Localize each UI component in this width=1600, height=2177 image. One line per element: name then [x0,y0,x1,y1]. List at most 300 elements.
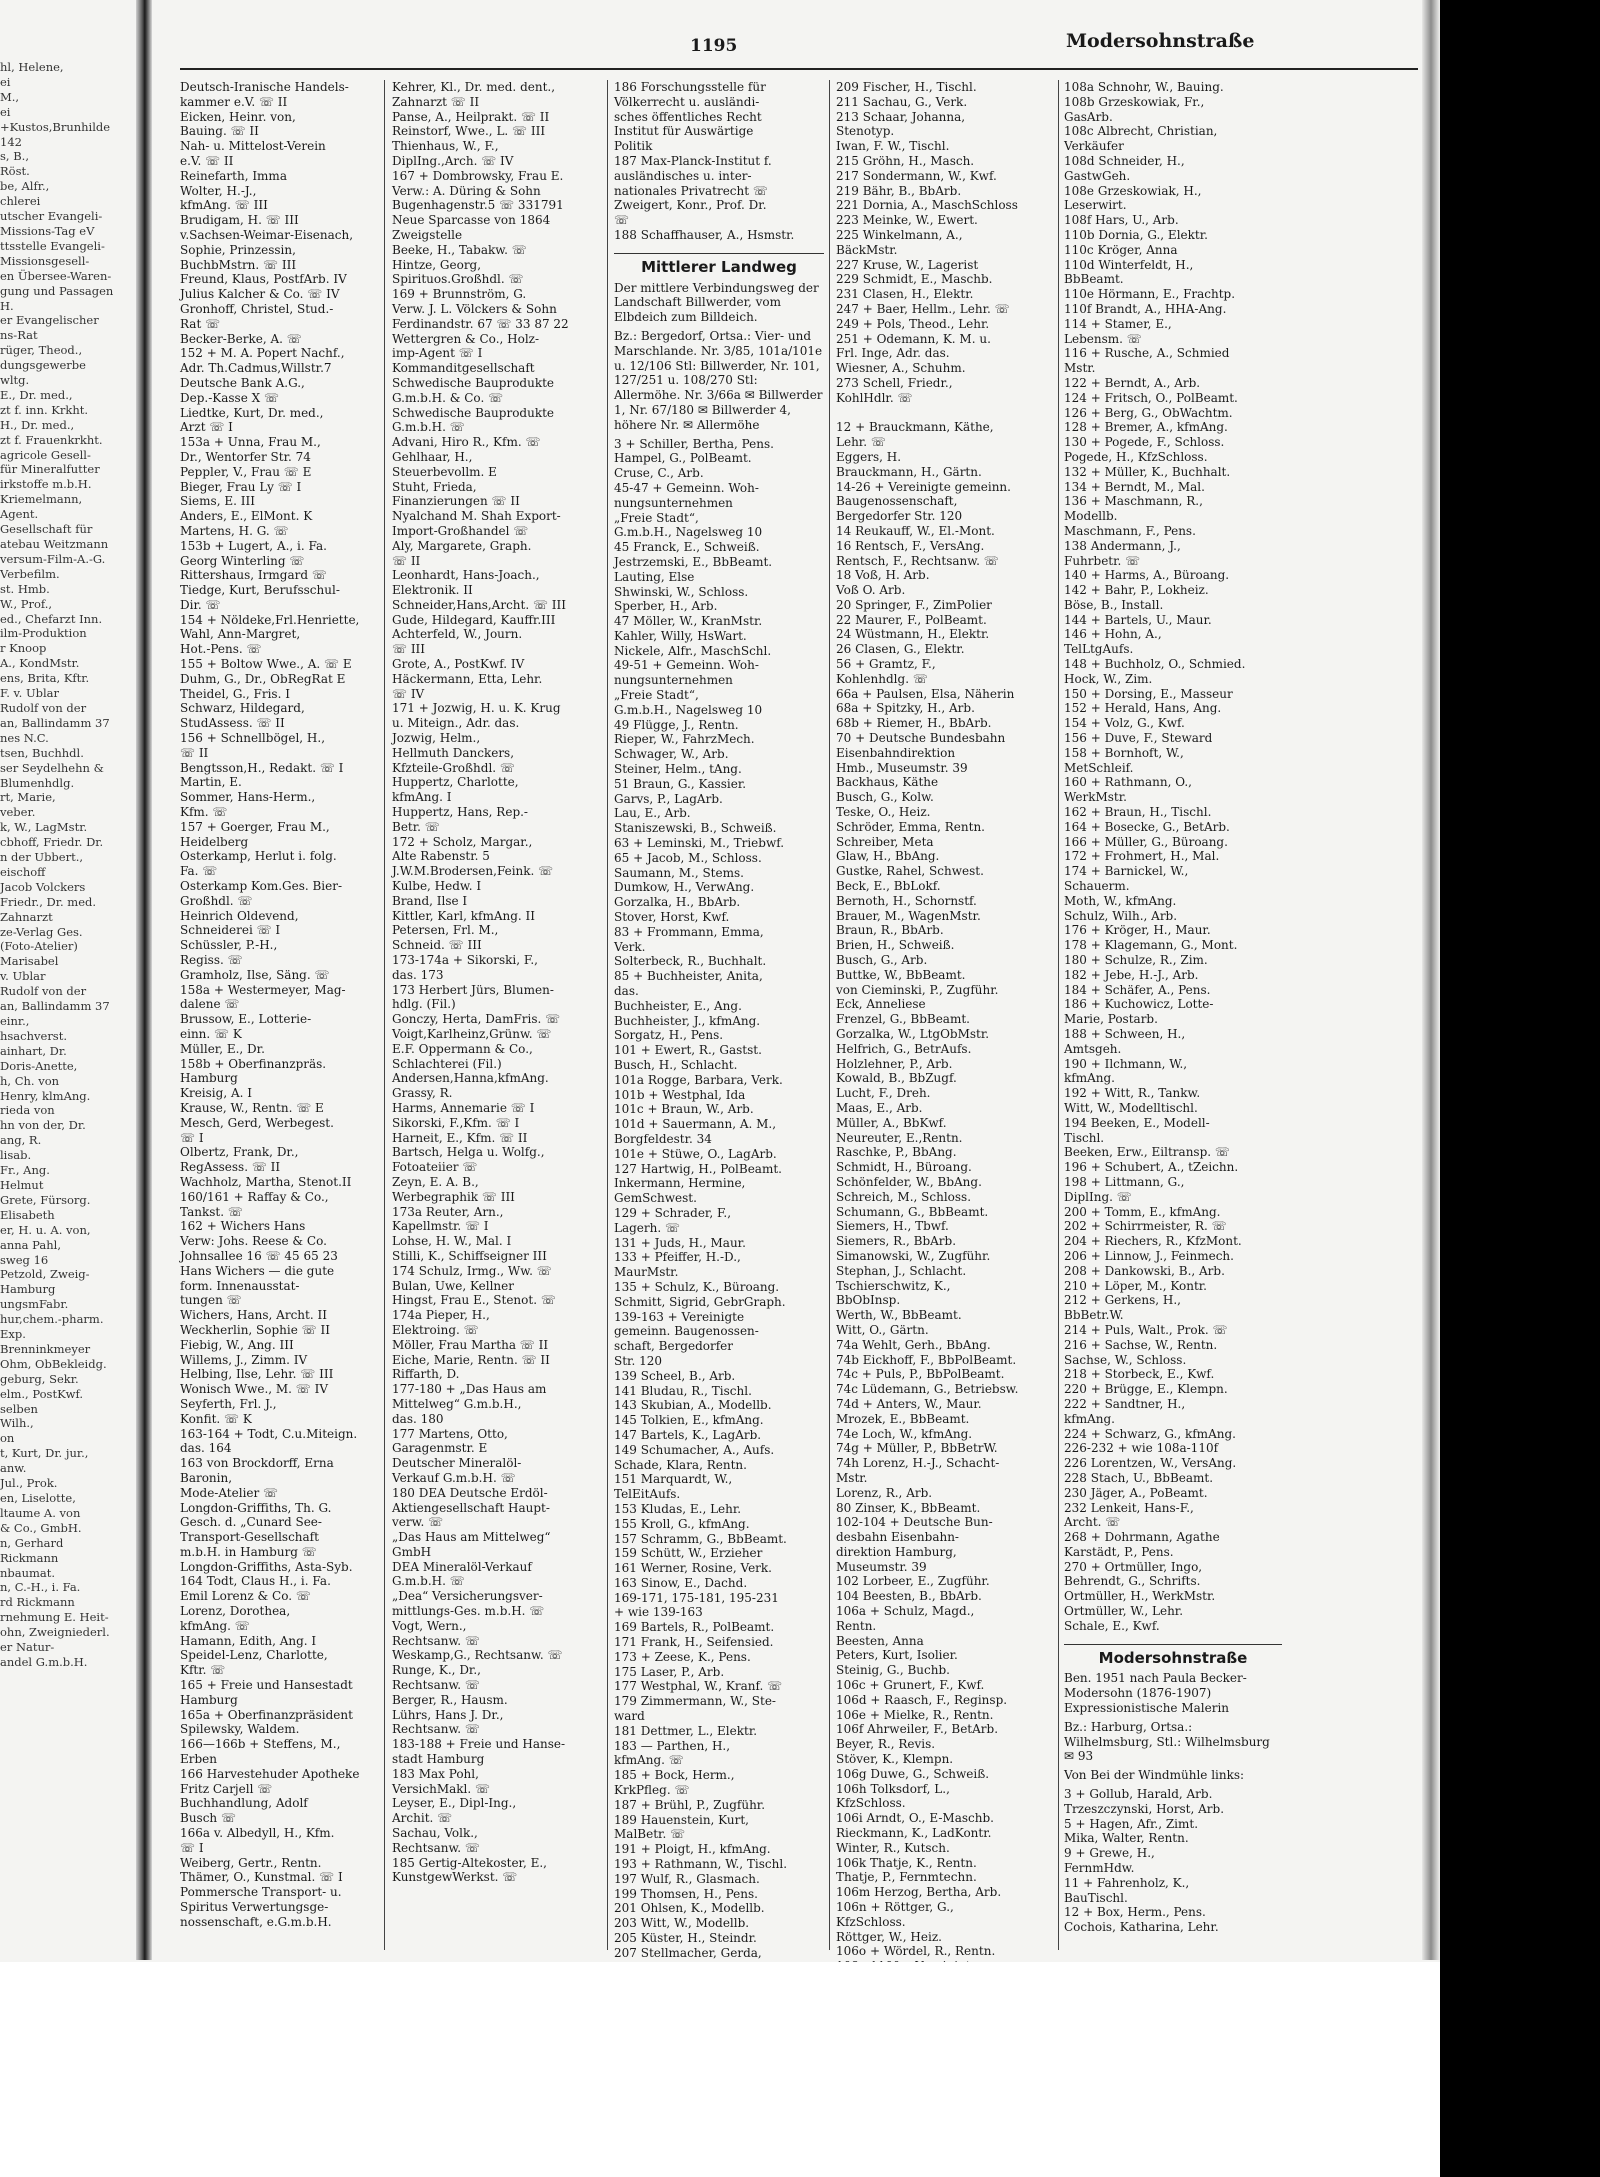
directory-entry: Museumstr. 39 [836,1559,927,1574]
directory-entry: Finanzierungen ☏ II [392,494,520,509]
directory-entry: Schneid. ☏ III [392,938,482,953]
left-page-line: 142 [0,134,22,149]
directory-entry: MalBetr. ☏ [614,1827,686,1842]
directory-entry: 230 Jäger, A., PoBeamt. [1064,1485,1208,1500]
directory-entry: 66a + Paulsen, Elsa, Näherin [836,686,1015,701]
left-page-line: dungsgewerbe [0,358,86,373]
directory-entry: direktion Hamburg, [836,1544,957,1559]
directory-entry: form. Innenausstat- [180,1278,300,1293]
directory-entry: 45 Franck, E., Schweiß. [614,540,760,555]
directory-entry: Frl. Inge, Adr. das. [836,346,950,361]
left-page-line: einr., [0,1014,30,1028]
directory-entry: 231 Clasen, H., Elektr. [836,287,974,302]
directory-entry: Schmidt, H., Büroang. [836,1160,972,1175]
directory-entry: Martin, E. [180,775,242,790]
directory-entry: Betr. ☏ [392,819,440,834]
directory-entry: Hmb., Museumstr. 39 [836,760,968,775]
left-page-line: H. [0,298,14,313]
directory-entry: Schönfelder, W., BbAng. [836,1174,982,1189]
directory-entry: Lucht, F., Dreh. [836,1086,931,1101]
directory-entry: Andersen,Hanna,kfmAng. [392,1071,549,1086]
directory-entry: Kahler, Willy, HsWart. [614,628,747,643]
directory-entry: Pommersche Transport- u. [180,1885,342,1900]
directory-entry: „Freie Stadt“, [614,688,699,703]
left-page-line: n, C.-H., i. Fa. [0,1580,81,1595]
directory-entry: 186 + Kuchowicz, Lotte- [1064,997,1214,1012]
directory-entry: Hamburg [180,1692,238,1707]
directory-entry: Schwarz, Hildegard, [180,701,305,716]
directory-entry: 11 + Fahrenholz, K., [1064,1875,1190,1890]
directory-entry: 110c Kröger, Anna [1064,242,1178,257]
left-page-line: er, H. u. A. von, [0,1222,91,1237]
directory-entry: 186 Forschungsstelle für [614,80,766,94]
column-divider [829,80,830,1950]
left-page-line: ze-Verlag Ges. [0,924,83,939]
directory-entry: Stephan, J., Schlacht. [836,1263,967,1278]
left-page-line: hl, Helene, [0,60,64,74]
directory-entry: Longdon-Griffiths, Asta-Syb. [180,1559,353,1574]
directory-entry: Rentsch, F., Rechtsanw. ☏ [836,553,999,568]
directory-entry: „Dea“ Versicherungsver- [392,1589,543,1604]
directory-entry: Emil Lorenz & Co. ☏ [180,1589,311,1604]
directory-entry: Mode-Atelier ☏ [180,1485,279,1500]
left-page-line: ltaume A. von [0,1505,81,1520]
directory-entry: Anders, E., ElMont. K [180,509,313,524]
directory-entry: 196 + Schubert, A., tZeichn. [1064,1160,1239,1175]
directory-entry: Siemers, R., BbArb. [836,1234,957,1249]
directory-entry: Schumann, G., BbBeamt. [836,1204,989,1219]
directory-entry: das. 173 [392,967,444,982]
directory-entry: 129 + Schrader, F., [614,1205,732,1220]
directory-entry: 106k Thatje, K., Rentn. [836,1855,977,1870]
street-description: Bz.: Harburg, Ortsa.: Wilhelmsburg, Stl.: Wilhelmsburg ✉ 93 [1064,1719,1270,1764]
directory-entry: Petersen, Frl. M., [392,923,499,938]
directory-entry: Gehlhaar, H., [392,449,473,464]
directory-entry: 173-174a + Sikorski, F., [392,953,538,968]
left-page-line: zt f. Frauenkrkht. [0,432,103,447]
directory-entry: 165a + Oberfinanzpräsident [180,1707,353,1722]
directory-entry: 229 Schmidt, E., Maschb. [836,272,993,287]
directory-entry: 26 Clasen, G., Elektr. [836,642,965,657]
directory-entry: Siemers, H., Tbwf. [836,1219,949,1234]
directory-entry: Wolter, H.-J., [180,183,257,198]
directory-entry: 74d + Anters, W., Maur. [836,1396,982,1411]
directory-entry: Shwinski, W., Schloss. [614,584,749,599]
directory-entry: 217 Sondermann, W., Kwf. [836,168,997,183]
directory-entry: 101c + Braun, W., Arb. [614,1102,754,1117]
directory-entry: Jestrzemski, E., BbBeamt. [614,554,773,569]
directory-entry: Rechtsanw. ☏ [392,1633,480,1648]
left-page-line: hsachverst. [0,1028,67,1043]
directory-entry: Georg Winterling ☏ [180,553,305,568]
left-page-line: be, Alfr., [0,179,50,194]
directory-entry: 174 + Barnickel, W., [1064,864,1189,879]
directory-entry: Longdon-Griffiths, Th. G. [180,1500,332,1515]
directory-entry: ☏ I [180,1130,204,1145]
left-page-line: Blumenhdlg. [0,775,75,790]
left-page-line: rd Rickmann [0,1595,75,1610]
directory-entry: Beyer, R., Revis. [836,1737,936,1752]
directory-entry: schaft, Bergedorfer [614,1339,734,1354]
directory-entry: Mstr. [1064,361,1096,376]
directory-entry: 74c + Puls, P., BbPolBeamt. [836,1367,1005,1382]
directory-entry: Trzeszczynski, Horst, Arb. [1064,1801,1225,1816]
directory-entry: 108a Schnohr, W., Bauing. [1064,80,1224,94]
directory-entry: 144 + Bartels, U., Maur. [1064,612,1212,627]
directory-entry: Leserwirt. [1064,198,1127,213]
directory-entry: 164 Todt, Claus H., i. Fa. [180,1574,331,1589]
directory-entry: Zweigert, Konr., Prof. Dr. [614,198,767,213]
left-page-line: Zahnarzt [0,909,53,924]
directory-entry: Kapellmstr. ☏ I [392,1219,489,1234]
directory-entry: Liedtke, Kurt, Dr. med., [180,405,324,420]
left-page-line: A., KondMstr. [0,656,80,671]
directory-entry: 108c Albrecht, Christian, [1064,124,1218,139]
left-page-line: Ohm, ObBekleidg. [0,1356,107,1371]
scan-border [1440,0,1600,2177]
directory-entry: 190 + Ilchmann, W., [1064,1056,1188,1071]
directory-entry: Mstr. [836,1470,868,1485]
column-1 [180,80,378,1955]
directory-entry: Schüssler, P.-H., [180,938,278,953]
directory-entry: Sachau, Volk., [392,1826,478,1841]
directory-entry: 74g + Müller, P., BbBetrW. [836,1441,998,1456]
directory-entry: 102 Lorbeer, E., Zugführ. [836,1574,990,1589]
left-page-line: Missionsgesell- [0,253,90,268]
directory-entry: G.m.b.H. ☏ [392,420,465,435]
directory-entry: Achterfeld, W., Journ. [392,627,523,642]
directory-entry: Grassy, R. [392,1086,453,1101]
directory-entry: Verw. J. L. Völckers & Sohn [392,301,557,316]
directory-entry: 131 + Juds, H., Maur. [614,1235,746,1250]
directory-entry: Dep.-Kasse X ☏ [180,390,279,405]
left-page-line: er Natur- [0,1640,55,1655]
directory-entry: 198 + Littmann, G., [1064,1174,1185,1189]
directory-entry: 225 Winkelmann, A., [836,227,963,242]
left-page-line: an, Ballindamm 37 [0,999,110,1014]
directory-entry: 193 + Rathmann, W., Tischl. [614,1857,788,1872]
directory-entry: Martens, H. G. ☏ [180,523,289,538]
directory-entry: Hans Wichers — die gute [180,1263,335,1278]
left-page-line: & Co., GmbH. [0,1520,82,1535]
directory-entry: Backhaus, Käthe [836,775,939,790]
directory-entry: 85 + Buchheister, Anita, [614,969,763,984]
directory-entry: Saumann, M., Stems. [614,865,744,880]
left-page-line: sweg 16 [0,1252,49,1267]
directory-entry: 20 Springer, F., ZimPolier [836,597,992,612]
directory-entry: Staniszewski, B., Schweiß. [614,821,777,836]
directory-entry: Archit. ☏ [392,1811,453,1826]
directory-entry: Hintze, Georg, [392,257,482,272]
directory-entry: 106i Arndt, O., E-Maschb. [836,1811,994,1826]
directory-entry: Heinrich Oldevend, [180,908,299,923]
directory-entry: Schulz, Wilh., Arb. [1064,908,1178,923]
directory-entry: Gustke, Rahel, Schwest. [836,864,984,879]
directory-entry: Jozwig, Helm., [392,731,481,746]
directory-entry: 101b + Westphal, Ida [614,1087,746,1102]
directory-entry: Eicken, Heinr. von, [180,109,296,124]
directory-entry: Adr. Th.Cadmus,Willstr.7 [180,361,332,376]
directory-entry: Busch, G., Kolw. [836,790,934,805]
directory-entry: 223 Meinke, W., Ewert. [836,213,978,228]
directory-entry: Glaw, H., BbAng. [836,849,940,864]
left-page-line: zt f. inn. Krkht. [0,402,89,417]
left-page-line: Hamburg [0,1282,56,1297]
directory-entry: Beck, E., BbLokf. [836,879,941,894]
left-page-line: Wilh., [0,1416,34,1431]
left-page-line: Fr., Ang. [0,1163,50,1178]
directory-entry: Schmitt, Sigrid, GebrGraph. [614,1294,786,1309]
directory-entry: Wachholz, Martha, Stenot.II [180,1174,352,1189]
directory-entry: 183-188 + Freie und Hanse- [392,1737,566,1752]
directory-entry: 140 + Harms, A., Büroang. [1064,568,1230,583]
directory-entry: Spirituos.Großhdl. ☏ [392,272,524,287]
directory-entry: 153b + Lugert, A., i. Fa. [180,538,327,553]
directory-entry: Buchheister, E., Ang. [614,998,742,1013]
directory-entry: 188 + Schween, H., [1064,1027,1186,1041]
directory-entry: Becker-Berke, A. ☏ [180,331,302,346]
left-page-line: Rudolf von der [0,700,87,715]
directory-entry: Pogede, H., KfzSchloss. [1064,449,1208,464]
directory-entry: Ortmüller, H., WerkMstr. [1064,1589,1216,1604]
directory-entry: Fuhrbetr. ☏ [1064,553,1141,568]
left-page-line: selben [0,1401,38,1416]
directory-entry: 155 Kroll, G., kfmAng. [614,1516,750,1531]
directory-entry: Thatje, P., Fernmtechn. [836,1870,977,1885]
directory-entry: 211 Sachau, G., Verk. [836,94,968,109]
directory-entry: 106o + Wördel, R., Rentn. [836,1944,996,1959]
directory-entry: Müller, A., BbKwf. [836,1115,947,1130]
directory-entry: 152 + M. A. Popert Nachf., [180,346,345,361]
directory-entry: 156 + Duve, F., Steward [1064,731,1213,746]
directory-entry: 68a + Spitzky, H., Arb. [836,701,975,716]
left-page-fragment [0,60,136,1950]
directory-entry: Spiritus Verwertungsge- [180,1900,329,1915]
directory-entry: BäckMstr. [836,242,898,257]
directory-entry: 173 Herbert Jürs, Blumen- [392,982,554,997]
page-number: 1195 [690,36,738,56]
directory-entry: tungen ☏ [180,1293,242,1308]
directory-entry: Johnsallee 16 ☏ 45 65 23 [180,1248,338,1263]
directory-entry: Schröder, Emma, Rentn. [836,819,985,834]
directory-entry: Häckermann, Etta, Lehr. [392,671,543,686]
directory-entry: Eiche, Marie, Rentn. ☏ II [392,1352,550,1367]
directory-entry: 127 Hartwig, H., PolBeamt. [614,1161,782,1176]
directory-entry: 157 Schramm, G., BbBeamt. [614,1531,787,1546]
directory-entry: Import-Großhandel ☏ [392,523,529,538]
directory-entry: 218 + Storbeck, E., Kwf. [1064,1367,1215,1382]
directory-entry: Beeke, H., Tabakw. ☏ [392,242,527,257]
directory-entry: 106c + Grunert, F., Kwf. [836,1678,985,1693]
left-page-line: chlerei [0,194,41,209]
directory-entry: + wie 139-163 [614,1605,703,1620]
directory-entry: kfmAng. ☏ [180,1618,250,1633]
directory-entry: 106h Tolksdorf, L., [836,1781,950,1796]
directory-entry: 101 + Ewert, R., Gastst. [614,1043,762,1058]
directory-entry: 157 + Goerger, Frau M., [180,819,330,834]
directory-entry: Völkerrecht u. ausländi- [614,94,760,109]
directory-entry: 219 Bähr, B., BbArb. [836,183,962,198]
left-page-line: Röst. [0,164,30,179]
directory-entry: 251 + Odemann, K. M. u. [836,331,991,346]
directory-entry: BauTischl. [1064,1890,1128,1905]
directory-entry: 83 + Frommann, Emma, [614,924,764,939]
directory-entry: Theidel, G., Fris. I [180,686,290,701]
directory-entry: Lagerh. ☏ [614,1220,681,1235]
directory-entry: Verw: Johs. Reese & Co. [180,1234,327,1249]
directory-entry: 142 + Bahr, P., Lokheiz. [1064,583,1209,598]
directory-entry: Siems, E. III [180,494,255,509]
directory-entry: 152 + Herald, Hans, Ang. [1064,701,1222,716]
directory-entry: 74a Wehlt, Gerh., BbAng. [836,1337,991,1352]
directory-entry: nationales Privatrecht ☏ [614,183,768,198]
directory-entry: 166 Harvestehuder Apotheke [180,1766,360,1781]
directory-entry: kammer e.V. ☏ II [180,94,288,109]
directory-entry: Steiner, Helm., tAng. [614,762,742,777]
directory-entry: Schauerm. [1064,879,1130,894]
directory-entry: Peters, Kurt, Isolier. [836,1648,958,1663]
directory-entry: Bauing. ☏ II [180,124,259,139]
left-page-line: ttsstelle Evangeli- [0,238,105,253]
directory-entry: 232 Lenkeit, Hans-F., [1064,1500,1194,1515]
directory-entry: kfmAng. ☏ [614,1753,684,1768]
directory-entry: Schwedische Bauprodukte [392,405,555,420]
directory-entry: 101a Rogge, Barbara, Verk. [614,1072,783,1087]
directory-entry: 110d Winterfeldt, H., [1064,257,1194,272]
book-gutter [136,0,152,1960]
directory-entry: Müller, E., Dr. [180,1041,265,1056]
directory-entry: 106n + Röttger, G., [836,1900,954,1915]
directory-entry: ☏ [614,213,630,228]
directory-entry: Leyser, E., Dipl-Ing., [392,1796,517,1811]
directory-entry: Kohlenhdlg. ☏ [836,671,928,686]
directory-entry: G.m.b.H., Nagelsweg 10 [614,702,763,717]
directory-entry: Simanowski, W., Zugführ. [836,1248,991,1263]
directory-entry: 47 Möller, W., KranMstr. [614,614,763,629]
directory-entry: Ortmüller, W., Lehr. [1064,1604,1184,1619]
left-page-line: on [0,1431,15,1446]
directory-entry: Bieger, Frau Ly ☏ I [180,479,302,494]
directory-entry: e.V. ☏ II [180,153,234,168]
directory-entry: 201 Ohlsen, K., Modellb. [614,1901,765,1916]
directory-entry: Rittershaus, Irmgard ☏ [180,568,327,583]
directory-entry: Eck, Anneliese [836,997,926,1012]
directory-entry: dalene ☏ [180,997,240,1012]
directory-entry: 158 + Bornhoft, W., [1064,745,1184,760]
directory-entry: 169-171, 175-181, 195-231 [614,1590,779,1605]
directory-entry: 70 + Deutsche Bundesbahn [836,731,1006,746]
directory-entry: 185 + Bock, Herm., [614,1768,735,1783]
directory-entry: KrkPfleg. ☏ [614,1783,690,1798]
directory-entry: 199 Thomsen, H., Pens. [614,1886,758,1901]
directory-entry: Heidelberg [180,834,249,849]
directory-entry: Speidel-Lenz, Charlotte, [180,1648,328,1663]
directory-entry: 151 Marquardt, W., [614,1472,733,1487]
directory-entry: Schneider,Hans,Archt. ☏ III [392,597,567,612]
directory-entry: 147 Bartels, K., LagArb. [614,1427,762,1442]
directory-entry: BbBetr.W. [1064,1308,1124,1323]
directory-entry: 214 + Puls, Walt., Prok. ☏ [1064,1322,1228,1337]
directory-entry: 189 Hauenstein, Kurt, [614,1812,749,1827]
directory-entry: Gesch. d. „Cunard See- [180,1515,322,1530]
directory-entry: GemSchwest. [614,1191,697,1206]
directory-entry: Archt. ☏ [1064,1515,1121,1530]
left-page-line: Rudolf von der [0,984,87,999]
directory-entry: 74e Loch, W., kfmAng. [836,1426,973,1441]
left-page-line: irkstoffe m.b.H. [0,477,92,492]
directory-entry: Mika, Walter, Rentn. [1064,1831,1189,1846]
directory-entry: GmbH [392,1544,432,1559]
left-page-line: ungsmFabr. [0,1297,69,1312]
directory-entry: Freund, Klaus, PostfArb. IV [180,272,347,287]
directory-entry: Weiberg, Gertr., Rentn. [180,1855,322,1870]
left-page-line: Missions-Tag eV [0,223,95,238]
left-page-line: Henry, klmAng. [0,1088,91,1103]
directory-entry: 139 Scheel, B., Arb. [614,1368,736,1383]
directory-entry: Winter, R., Kutsch. [836,1840,950,1855]
directory-entry: 205 Küster, H., Steindr. [614,1931,757,1946]
column-4 [836,80,1054,1959]
scan-bottom-margin [0,1962,1440,2177]
directory-entry: 166 + Müller, G., Büroang. [1064,834,1228,849]
directory-entry: Solterbeck, R., Buchhalt. [614,954,767,969]
directory-entry: Thienhaus, W., F., [392,139,499,154]
directory-entry: KohlHdlr. ☏ [836,390,913,405]
left-page-line: Rickmann [0,1550,59,1565]
directory-entry: 106a + Schulz, Magd., [836,1604,975,1619]
directory-entry: ausländisches u. inter- [614,168,752,183]
directory-entry: Garagenmstr. E [392,1441,488,1456]
directory-entry: hdlg. (Fil.) [392,997,456,1012]
directory-entry: Tschierschwitz, K., [836,1278,951,1293]
directory-entry: kfmAng. [1064,1411,1115,1426]
directory-entry: 187 Max-Planck-Institut f. [614,153,772,168]
directory-entry: Brussow, E., Lotterie- [180,1012,312,1027]
directory-entry: Transport-Gesellschaft [180,1530,319,1545]
left-page-line: M., [0,89,20,104]
left-page-line: rt, Marie, [0,790,56,805]
street-description: Ben. 1951 nach Paula Becker-Modersohn (1876-1907) Expressionistische Malerin [1064,1671,1247,1716]
left-page-line: Verbefilm. [0,566,60,581]
directory-entry: Lührs, Hans J. Dr., [392,1707,504,1722]
directory-entry: Stenotyp. [836,124,895,139]
left-page-line: ainhart, Dr. [0,1043,67,1058]
directory-entry: Sommer, Hans-Herm., [180,790,316,805]
directory-entry: Helbing, Ilse, Lehr. ☏ III [180,1367,334,1382]
directory-entry: FernmHdw. [1064,1861,1135,1876]
directory-entry: Weskamp,G., Rechtsanw. ☏ [392,1648,563,1663]
directory-entry: Lau, E., Arb. [614,806,691,821]
directory-entry: kfmAng. I [392,790,452,805]
directory-entry: das. 164 [180,1441,232,1456]
left-page-line: +Kustos,Brunhilde [0,119,111,134]
directory-entry: Brien, H., Schweiß. [836,938,955,953]
directory-entry: Kulbe, Hedw. I [392,879,482,894]
directory-entry: Rechtsanw. ☏ [392,1840,480,1855]
left-page-line: anna Pahl, [0,1237,61,1252]
directory-entry: 249 + Pols, Theod., Lehr. [836,316,990,331]
directory-entry: Teske, O., Heiz. [836,805,931,820]
directory-entry: 138 Andermann, J., [1064,538,1181,553]
left-page-line: s, B., [0,149,29,164]
street-description: Von Bei der Windmühle links: [1064,1768,1245,1783]
left-page-line: v. Ublar [0,969,46,984]
directory-entry: „Das Haus am Mittelweg“ [392,1530,551,1545]
directory-entry: 188 Schaffhauser, A., Hsmstr. [614,227,795,242]
street-description: Der mittlere Verbindungsweg der Landschaft Billwerder, vom Elbdeich zum Billdeich. [614,280,819,325]
directory-entry: Gonczy, Herta, DamFris. ☏ [392,1012,561,1027]
directory-entry: 145 Tolkien, E., kfmAng. [614,1413,764,1428]
